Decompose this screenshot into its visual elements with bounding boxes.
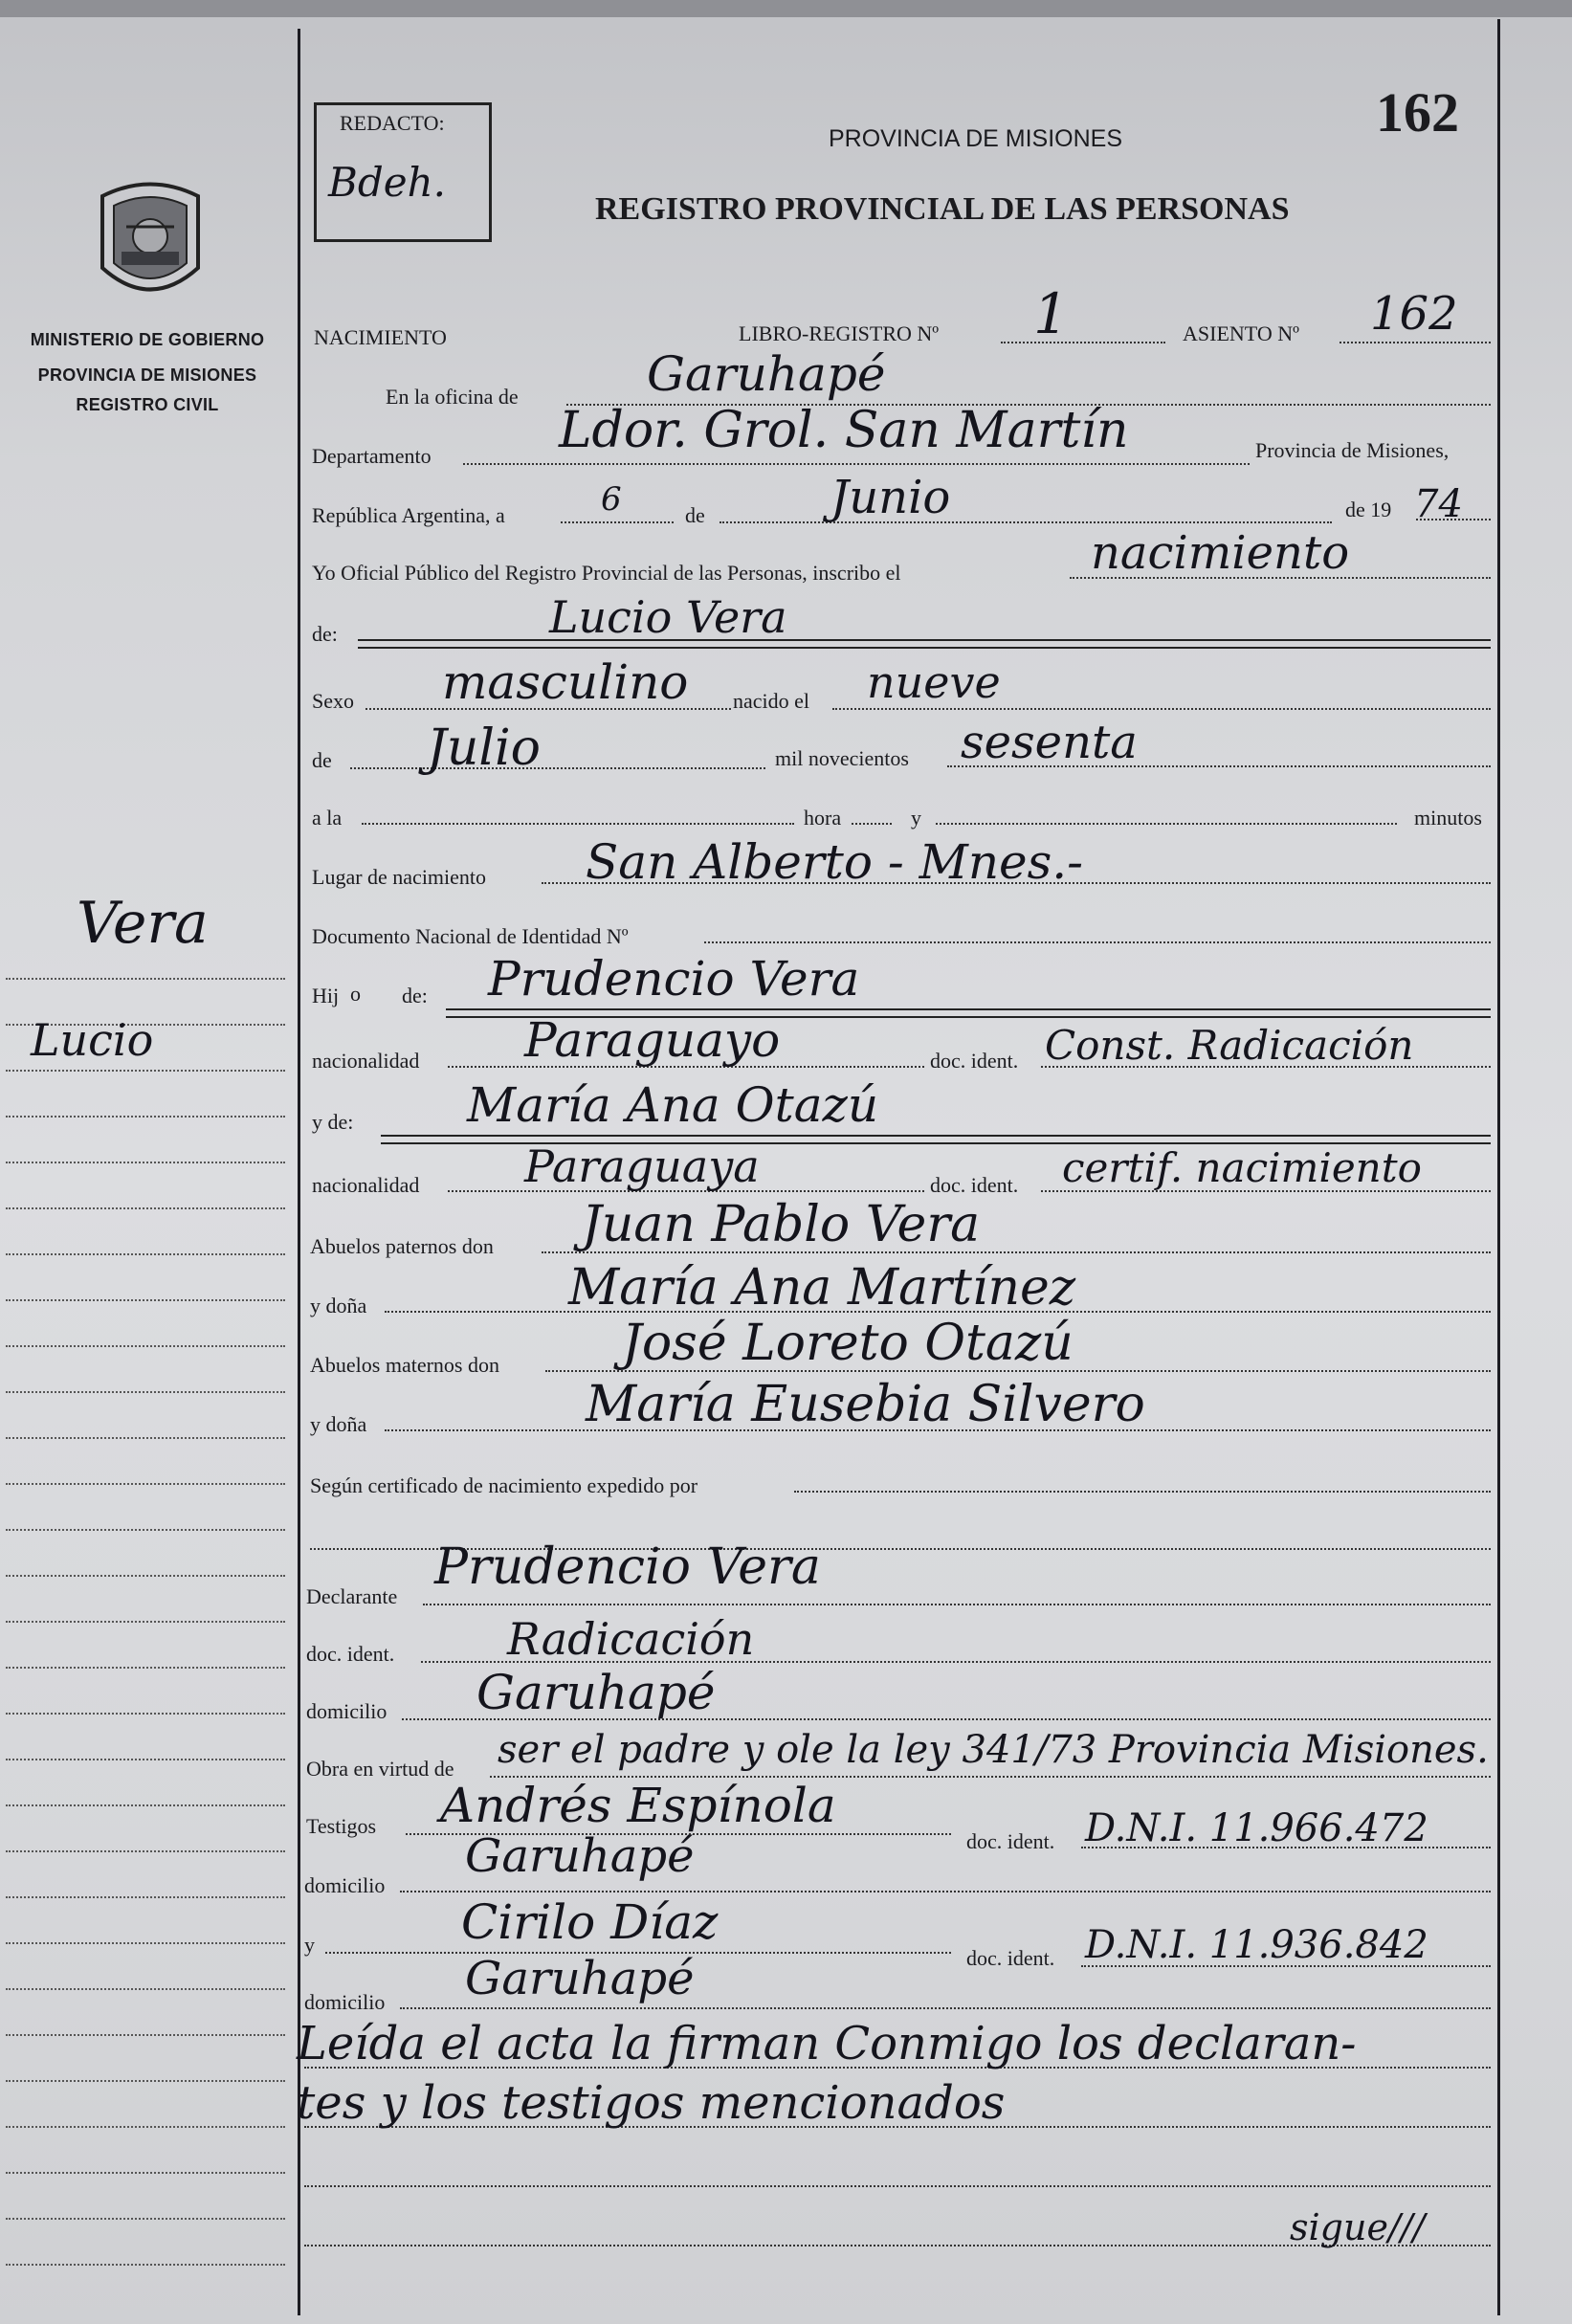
margin-line <box>6 1804 285 1806</box>
sexo-value: masculino <box>442 654 689 710</box>
margin-line <box>6 1850 285 1852</box>
nac-padre-value: Paraguayo <box>524 1012 781 1068</box>
margin-surname: Vera <box>77 890 209 957</box>
obra-value: ser el padre y ole la ley 341/73 Provincia Misiones. <box>498 1728 1489 1772</box>
anio-value: 74 <box>1414 482 1463 526</box>
margin-line <box>6 1529 285 1531</box>
hij-suffix: o <box>350 982 361 1006</box>
redacto-label: REDACTO: <box>340 111 445 135</box>
republica-label: República Argentina, a <box>312 503 505 527</box>
de19-label: de 19 <box>1345 498 1392 521</box>
hij-de-label: de: <box>402 984 428 1007</box>
cierre-line-3 <box>304 2185 1491 2187</box>
margin-line <box>6 1575 285 1577</box>
margin-line <box>6 1299 285 1301</box>
dia-line <box>561 521 674 523</box>
segun-line <box>794 1491 1491 1493</box>
doc-padre-value: Const. Radicación <box>1045 1022 1414 1069</box>
testigo1-dom-line <box>400 1891 1491 1892</box>
mes-line <box>720 521 1332 523</box>
abuelo-mat-value: José Loreto Otazú <box>622 1315 1074 1372</box>
margin-line <box>6 1713 285 1715</box>
testigo2-doc-value: D.N.I. 11.936.842 <box>1085 1923 1428 1967</box>
obra-label: Obra en virtud de <box>306 1757 454 1781</box>
margin-line <box>6 1621 285 1623</box>
redacto-initials: Bdeh. <box>328 159 447 206</box>
margin-given-name: Lucio <box>31 1014 154 1066</box>
asiento-value: 162 <box>1370 287 1458 341</box>
margin-line <box>6 1942 285 1944</box>
libro-line <box>1001 342 1165 343</box>
mes-nac-value: Julio <box>427 719 541 777</box>
libro-label: LIBRO-REGISTRO Nº <box>739 321 940 345</box>
padre-line <box>446 1008 1491 1010</box>
minutos-line <box>936 823 1397 825</box>
nac-madre-value: Paraguaya <box>524 1140 760 1192</box>
testigo2-dom-label: domicilio <box>304 1990 386 2014</box>
sigue-note: sigue/// <box>1290 2206 1426 2248</box>
margin-line <box>6 978 285 980</box>
ministry-line-3: REGISTRO CIVIL <box>76 395 219 414</box>
testigo2-y-label: y <box>304 1933 315 1957</box>
header-province: PROVINCIA DE MISIONES <box>829 125 1123 152</box>
mes-nac-line <box>350 767 765 769</box>
margin-line <box>6 1483 285 1485</box>
margin-line <box>6 1253 285 1255</box>
madre-label: y de: <box>312 1110 354 1134</box>
provincia-label: Provincia de Misiones, <box>1255 438 1450 462</box>
nacimiento-label: NACIMIENTO <box>314 325 447 349</box>
hora-label: hora <box>804 806 842 830</box>
scan-top-band <box>0 0 1572 17</box>
dni-line <box>704 941 1491 943</box>
abuela-pat-value: María Ana Martínez <box>568 1259 1076 1317</box>
doc-madre-value: certif. nacimiento <box>1062 1144 1422 1191</box>
testigo2-dom-value: Garuhapé <box>465 1952 695 2005</box>
testigo2-dom-line <box>400 2007 1491 2009</box>
nombre-line-2 <box>358 647 1491 649</box>
margin-line <box>6 2126 285 2128</box>
nacido-label: nacido el <box>733 689 810 713</box>
minutos-label: minutos <box>1414 806 1482 830</box>
lugar-value: San Alberto - Mnes.- <box>586 834 1084 890</box>
de-mes-label: de <box>685 503 705 527</box>
margin-line <box>6 1207 285 1209</box>
nac-madre-label: nacionalidad <box>312 1173 420 1197</box>
padre-value: Prudencio Vera <box>488 951 860 1007</box>
oficina-label: En la oficina de <box>386 385 519 409</box>
oficina-value: Garuhapé <box>647 346 886 402</box>
departamento-line <box>463 463 1250 465</box>
sexo-label: Sexo <box>312 689 354 713</box>
testigo2-doc-label: doc. ident. <box>966 1946 1055 1970</box>
cierre-2: tes y los testigos mencionados <box>297 2076 1006 2130</box>
margin-line <box>6 2264 285 2266</box>
header-title: REGISTRO PROVINCIAL DE LAS PERSONAS <box>595 191 1290 227</box>
decl-dom-value: Garuhapé <box>476 1665 716 1720</box>
left-column-rule <box>298 29 300 2315</box>
lugar-label: Lugar de nacimiento <box>312 865 487 889</box>
decl-doc-label: doc. ident. <box>306 1642 395 1666</box>
declarante-value: Prudencio Vera <box>434 1538 821 1596</box>
abuela-mat-label: y doña <box>310 1412 367 1436</box>
madre-value: María Ana Otazú <box>467 1077 879 1133</box>
libro-value: 1 <box>1033 281 1069 346</box>
segun-label: Según certificado de nacimiento expedido por <box>310 1473 698 1497</box>
abuelos-mat-label: Abuelos maternos don <box>310 1353 499 1377</box>
testigo1-value: Andrés Espínola <box>440 1778 836 1833</box>
testigo2-value: Cirilo Díaz <box>461 1894 719 1950</box>
province-seal-icon <box>93 177 208 306</box>
margin-line <box>6 2172 285 2174</box>
margin-line <box>6 1070 285 1072</box>
nombre-label: de: <box>312 622 338 646</box>
dni-label: Documento Nacional de Identidad Nº <box>312 924 629 948</box>
a-la-label: a la <box>312 806 343 830</box>
madre-line <box>381 1135 1491 1137</box>
right-edge-rule <box>1497 19 1500 2315</box>
abuelos-pat-label: Abuelos paternos don <box>310 1234 494 1258</box>
y-hora-label: y <box>911 806 921 830</box>
mes-value: Junio <box>830 471 951 524</box>
margin-line <box>6 1988 285 1990</box>
hij-label: Hij <box>312 984 340 1007</box>
page-number: 162 <box>1376 81 1459 144</box>
dia-nac-value: nueve <box>867 656 1001 708</box>
abuela-mat-value: María Eusebia Silvero <box>586 1376 1145 1433</box>
testigo1-dom-label: domicilio <box>304 1873 386 1897</box>
departamento-value: Ldor. Grol. San Martín <box>559 402 1129 459</box>
anio-nac-value: sesenta <box>961 716 1138 769</box>
yo-oficial-label: Yo Oficial Público del Registro Provincial de las Personas, inscribo el <box>312 561 901 585</box>
acto-value: nacimiento <box>1091 526 1350 580</box>
ministry-line-1: MINISTERIO DE GOBIERNO <box>30 330 265 349</box>
a-la-line <box>362 823 794 825</box>
margin-line <box>6 1162 285 1163</box>
testigo1-doc-label: doc. ident. <box>966 1829 1055 1853</box>
doc-madre-label: doc. ident. <box>930 1173 1019 1197</box>
mil-label: mil novecientos <box>775 746 909 770</box>
margin-line <box>6 1667 285 1669</box>
testigos-label: Testigos <box>306 1814 377 1838</box>
abuelo-pat-value: Juan Pablo Vera <box>582 1196 981 1253</box>
decl-dom-label: domicilio <box>306 1699 387 1723</box>
margin-line <box>6 1345 285 1347</box>
margin-line <box>6 1116 285 1118</box>
nacido-line <box>832 708 1491 710</box>
asiento-line <box>1340 342 1491 343</box>
dia-value: 6 <box>601 480 622 519</box>
doc-padre-label: doc. ident. <box>930 1049 1019 1073</box>
departamento-label: Departamento <box>312 444 432 468</box>
hora-line <box>852 823 892 825</box>
mes-nac-label: de <box>312 748 332 772</box>
declarante-line <box>423 1604 1491 1605</box>
testigo1-doc-value: D.N.I. 11.966.472 <box>1085 1806 1428 1850</box>
declarante-label: Declarante <box>306 1584 398 1608</box>
nombre-line <box>358 639 1491 641</box>
nombre-value: Lucio Vera <box>549 591 787 643</box>
margin-line <box>6 1759 285 1760</box>
margin-line <box>6 1437 285 1439</box>
nac-padre-label: nacionalidad <box>312 1049 420 1073</box>
abuela-pat-label: y doña <box>310 1294 367 1317</box>
decl-doc-value: Radicación <box>507 1613 755 1665</box>
margin-line <box>6 2080 285 2082</box>
margin-line <box>6 2218 285 2220</box>
redacto-stamp <box>314 102 492 242</box>
testigo1-dom-value: Garuhapé <box>465 1829 695 1883</box>
margin-line <box>6 2034 285 2036</box>
cierre-1: Leída el acta la firman Conmigo los declaran- <box>297 2017 1357 2070</box>
asiento-label: ASIENTO Nº <box>1183 321 1299 345</box>
ministry-line-2: PROVINCIA DE MISIONES <box>37 365 257 385</box>
margin-line <box>6 1391 285 1393</box>
margin-line <box>6 1896 285 1898</box>
